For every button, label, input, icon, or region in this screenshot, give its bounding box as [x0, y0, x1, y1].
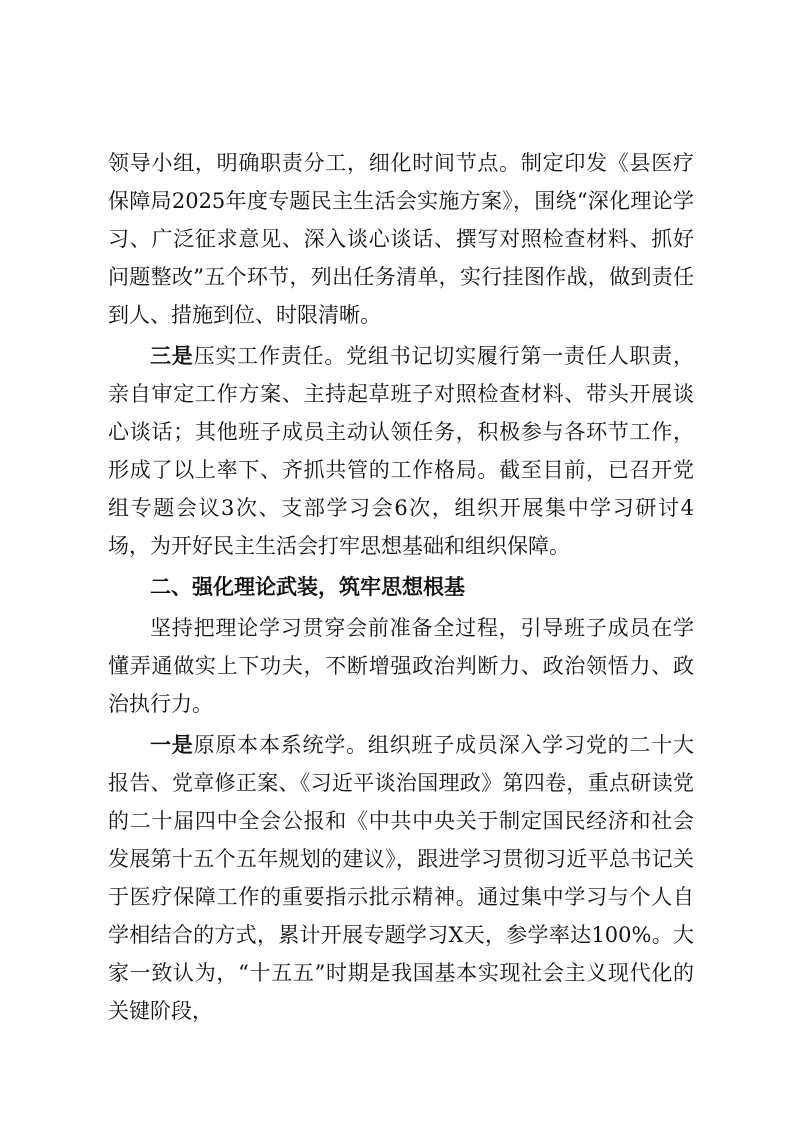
paragraph-lead: 一是 — [150, 733, 194, 757]
document-page — [108, 144, 694, 1033]
paragraph-text: 领导小组，明确职责分工，细化时间节点。制定印发《县医疗保障局2025年度专题民主生活会实施方案》，围绕“深化理论学习、广泛征求意见、深入谈心谈话、撰写对照检查材料、抓好问题整改”五个环节，列出任务清单，实行挂图作战，做到责任到人、措施到位、时限清晰。 — [108, 151, 694, 327]
paragraph-text: 压实工作责任。党组书记切实履行第一责任人职责，亲自审定工作方案、主持起草班子对照检查材料、带头开展谈心谈话；其他班子成员主动认领任务，积极参与各环节工作，形成了以上率下、齐抓共管的工作格局。截至目前，已召开党组专题会议3次、支部学习会6次，组织开展集中学习研讨4场，为开好民主生活会打牢思想基础和组织保障。 — [108, 344, 695, 558]
paragraph-text: 坚持把理论学习贯穿会前准备全过程，引导班子成员在学懂弄通做实上下功夫，不断增强政治判断力、政治领悟力、政治执行力。 — [108, 616, 694, 716]
paragraph-theory-study — [108, 609, 694, 723]
paragraph-systematic-study — [108, 726, 694, 1030]
paragraph-lead: 三是 — [150, 344, 194, 368]
paragraph-leadership-group — [108, 144, 694, 334]
paragraph-work-responsibility — [108, 337, 694, 565]
paragraph-text: 原原本本系统学。组织班子成员深入学习党的二十大报告、党章修正案、《习近平谈治国理政》第四卷，重点研读党的二十届四中全会公报和《中共中央关于制定国民经济和社会发展第十五个五年规划的建议》，跟进学习贯彻习近平总书记关于医疗保障工作的重要指示批示精神。通过集中学习与个人自学相结合的方式，累计开展专题学习X天，参学率达100%。大家一致认为，“十五五”时期是我国基本实现社会主义现代化的关键阶段， — [108, 733, 695, 1023]
section-heading: 二、强化理论武装，筑牢思想根基 — [150, 575, 465, 599]
